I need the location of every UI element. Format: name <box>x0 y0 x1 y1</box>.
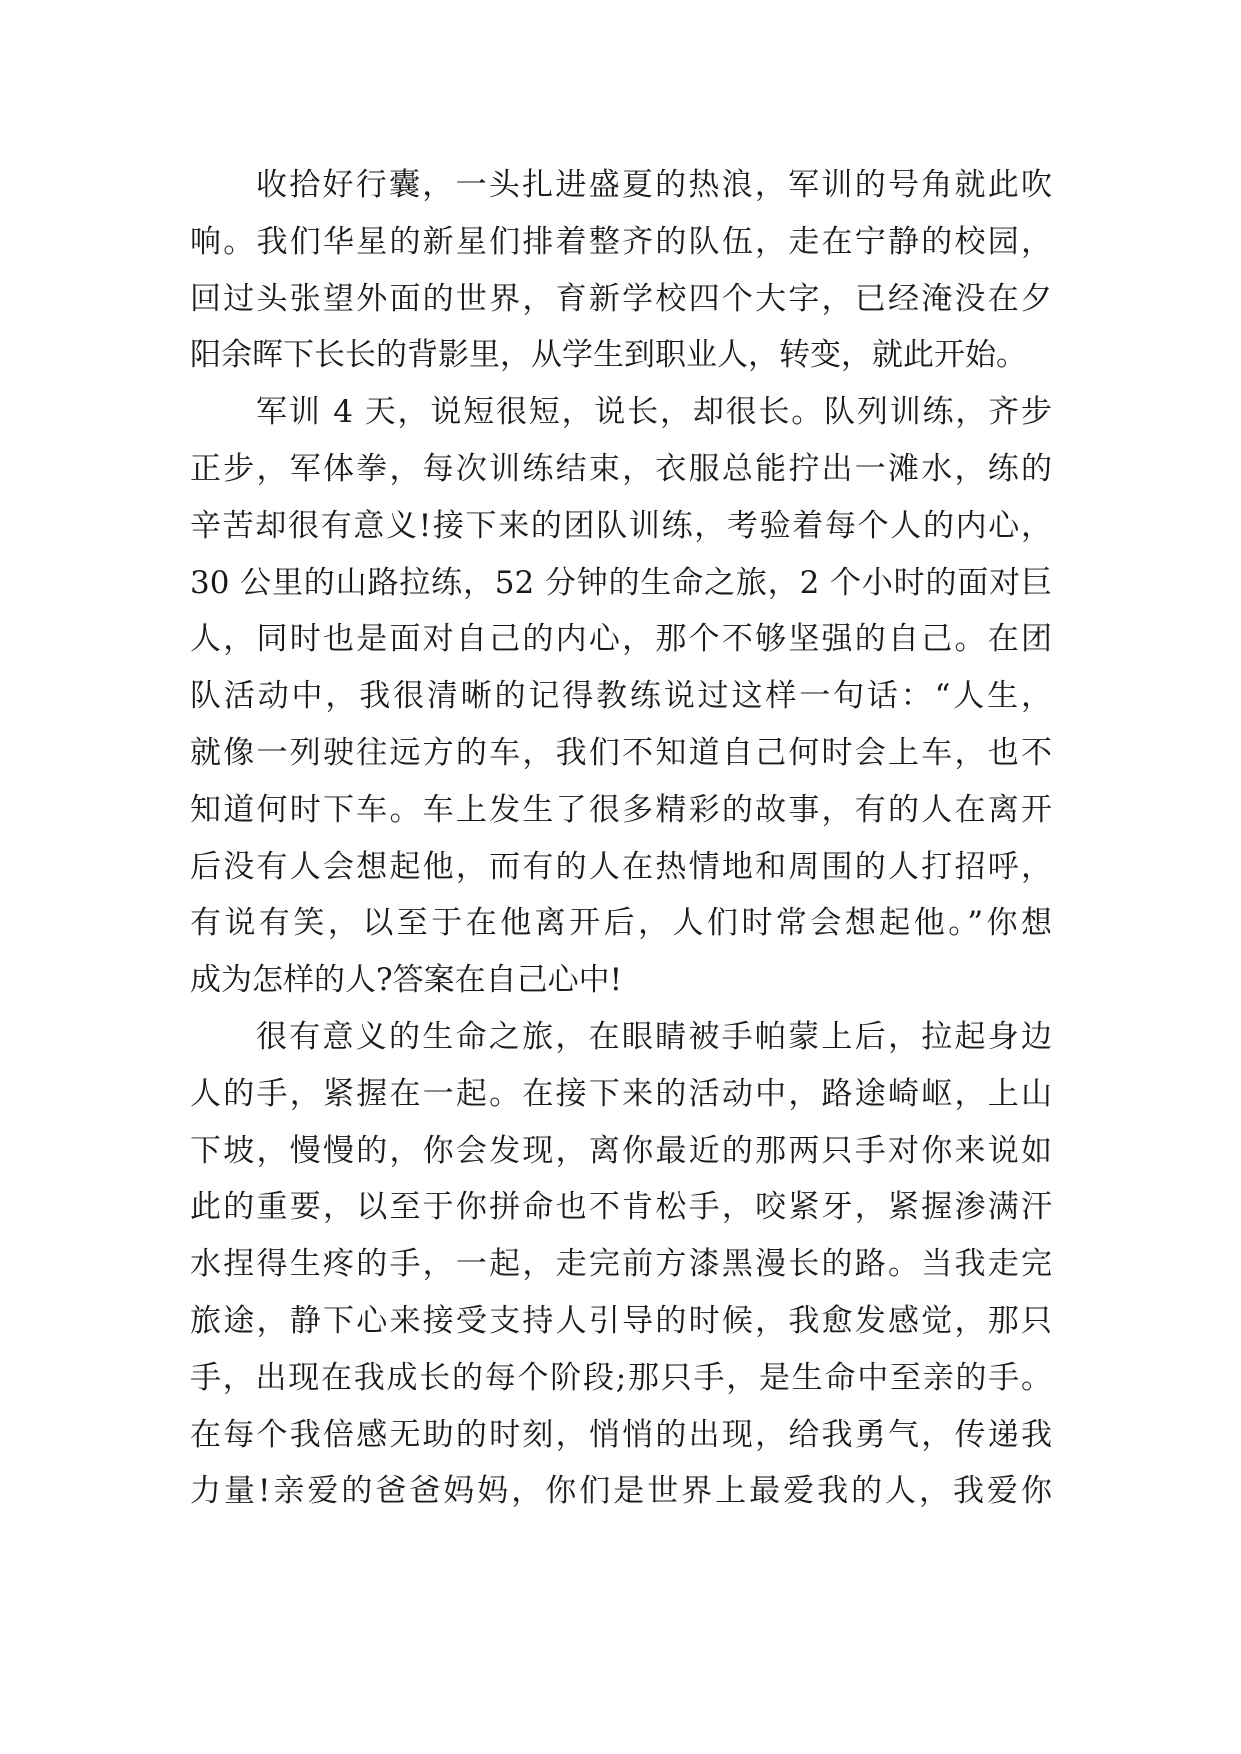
text-line: 回过头张望外面的世界，育新学校四个大字，已经淹没在夕 <box>190 280 1052 317</box>
text-line: 很有意义的生命之旅，在眼睛被手帕蒙上后，拉起身边 <box>256 1018 1052 1055</box>
text-line: 辛苦却很有意义!接下来的团队训练，考验着每个人的内心， <box>190 507 1052 544</box>
text-line: 收拾好行囊，一头扎进盛夏的热浪，军训的号角就此吹 <box>256 167 1052 203</box>
text-line: 有说有笑，以至于在他离开后，人们时常会想起他。”你想 <box>190 905 1052 942</box>
text-line: 后没有人会想起他，而有的人在热情地和周围的人打招呼， <box>190 848 1052 885</box>
text-line: 人的手，紧握在一起。在接下来的活动中，路途崎岖，上山 <box>190 1075 1052 1112</box>
text-line: 就像一列驶往远方的车，我们不知道自己何时会上车，也不 <box>190 734 1052 771</box>
text-line: 成为怎样的人?答案在自己心中! <box>190 962 623 999</box>
text-line: 队活动中，我很清晰的记得教练说过这样一句话：“人生， <box>190 678 1052 715</box>
text-line: 军训 4 天，说短很短，说长，却很长。队列训练，齐步 <box>256 394 1052 431</box>
text-line: 下坡，慢慢的，你会发现，离你最近的那两只手对你来说如 <box>190 1132 1052 1169</box>
text-line: 知道何时下车。车上发生了很多精彩的故事，有的人在离开 <box>190 791 1052 828</box>
text-line: 人，同时也是面对自己的内心，那个不够坚强的自己。在团 <box>190 621 1052 658</box>
text-line: 旅途，静下心来接受支持人引导的时候，我愈发感觉，那只 <box>190 1302 1052 1339</box>
text-line: 手，出现在我成长的每个阶段;那只手，是生命中至亲的手。 <box>190 1359 1052 1396</box>
text-line: 30 公里的山路拉练，52 分钟的生命之旅，2 个小时的面对巨 <box>190 564 1052 601</box>
text-line: 水捏得生疼的手，一起，走完前方漆黑漫长的路。当我走完 <box>190 1246 1052 1283</box>
text-line: 响。我们华星的新星们排着整齐的队伍，走在宁静的校园， <box>190 223 1052 260</box>
text-line: 力量!亲爱的爸爸妈妈，你们是世界上最爱我的人，我爱你 <box>190 1473 1052 1510</box>
text-line: 此的重要，以至于你拼命也不肯松手，咬紧牙，紧握渗满汗 <box>190 1189 1052 1226</box>
text-line: 在每个我倍感无助的时刻，悄悄的出现，给我勇气，传递我 <box>190 1416 1052 1453</box>
text-line: 正步，军体拳，每次训练结束，衣服总能拧出一滩水，练的 <box>190 450 1052 487</box>
document-body <box>190 157 1052 1520</box>
text-line: 阳余晖下长长的背影里，从学生到职业人，转变，就此开始。 <box>190 337 1027 374</box>
